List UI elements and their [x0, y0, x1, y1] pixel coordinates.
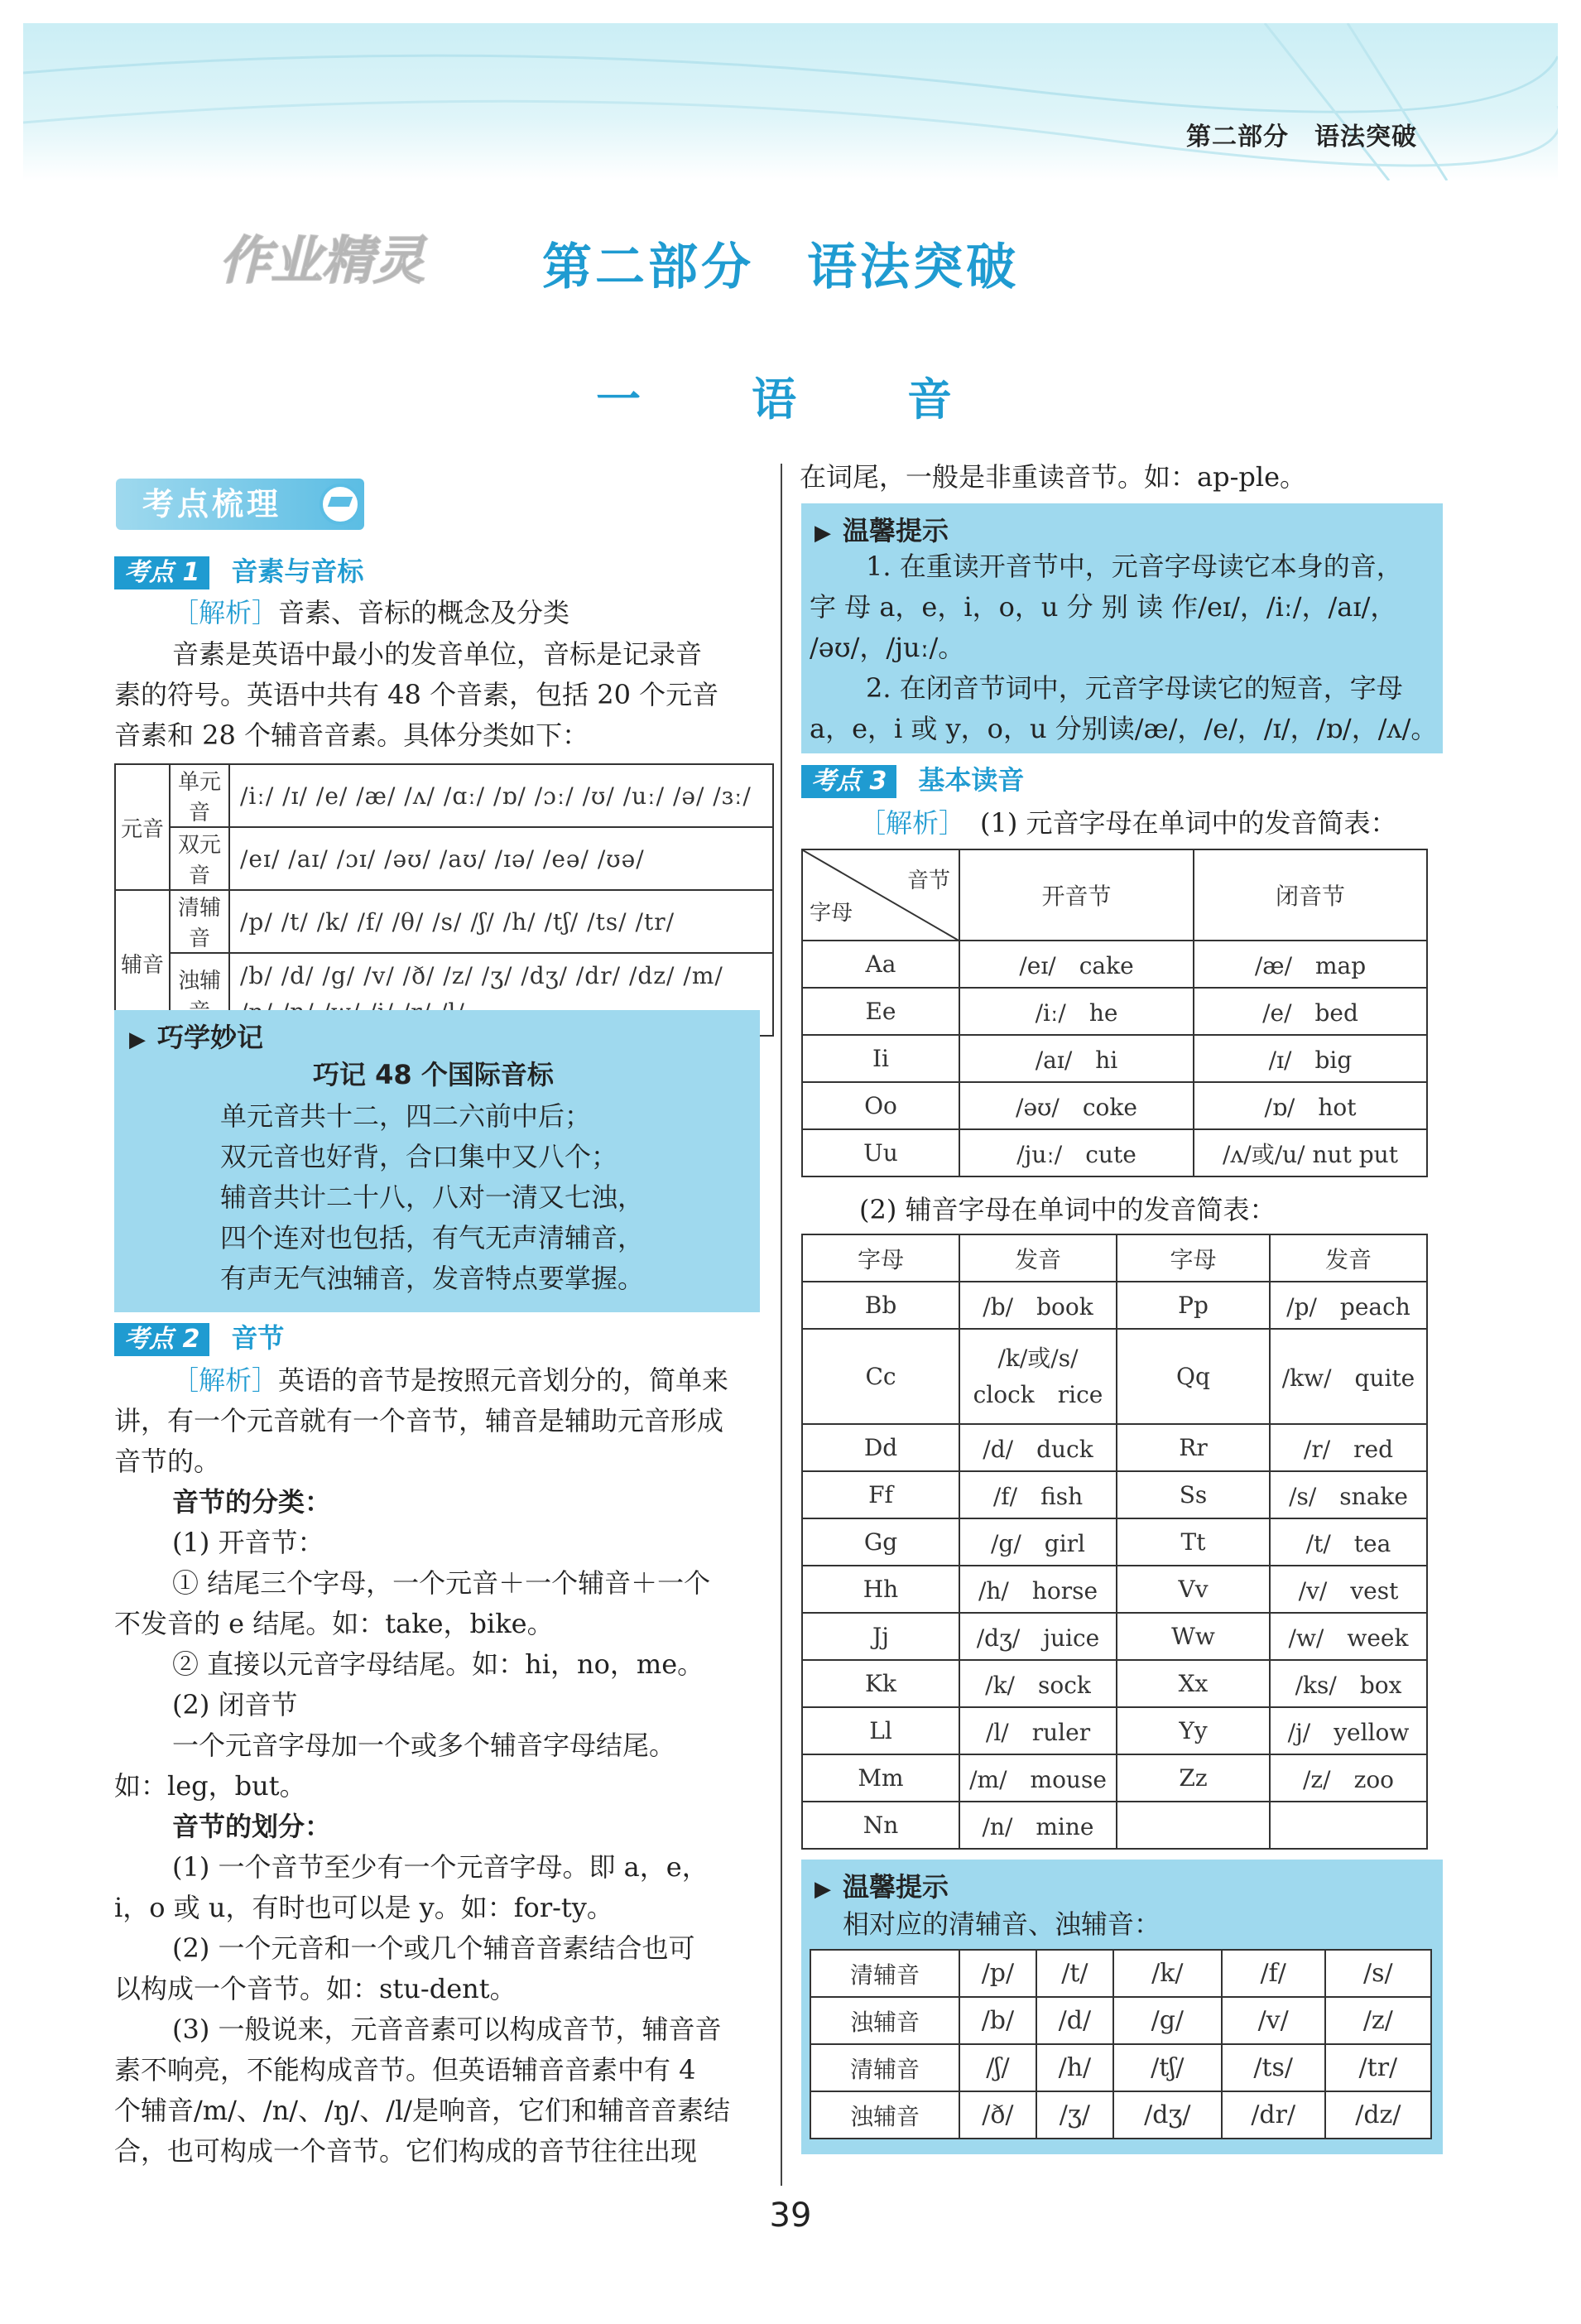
column-divider [781, 464, 782, 2186]
division-line: (2) 一个元音和一个或几个辅音音素结合也可 [172, 1932, 695, 1964]
sound: /j/ yellow [1270, 1707, 1427, 1754]
table-row [802, 941, 1427, 988]
row-label: 双元音 [170, 827, 229, 890]
mnemonic-line: 四个连对也包括，有气无声清辅音， [220, 1222, 645, 1253]
analysis-text: 英语的音节是按照元音划分的，简单来 [278, 1364, 729, 1396]
phoneme-table [114, 763, 774, 1037]
letter: Nn [802, 1802, 959, 1849]
cell: /v/ [1222, 1997, 1325, 2044]
cell: /s/ [1325, 1950, 1431, 1997]
sound: /r/ red [1270, 1424, 1427, 1471]
sound-words: clock rice [973, 1380, 1103, 1408]
sound [959, 1329, 1117, 1424]
division-line: 个辅音/m/、/n/、/ŋ/、/l/是响音，它们和辅音音素结 [114, 2095, 731, 2126]
table-row [802, 988, 1427, 1035]
analysis-text: 音素、音标的概念及分类 [278, 597, 570, 628]
sound: /f/ fish [959, 1471, 1117, 1518]
open-syllable-line: ② 直接以元音字母结尾。如：hi，no，me。 [172, 1648, 704, 1680]
table-row [810, 1950, 1431, 1997]
tip-box-1 [801, 503, 1443, 753]
tip-box-2 [801, 1860, 1443, 2154]
letter: Ss [1117, 1471, 1270, 1518]
analysis-text: (1) 元音字母在单词中的发音简表： [980, 807, 1397, 839]
table-row [802, 1424, 1427, 1471]
letter: Yy [1117, 1707, 1270, 1754]
section-badge-label: 考点梳理 [142, 486, 282, 522]
letter: Tt [1117, 1518, 1270, 1566]
analysis-bracket: ［解析］ [172, 597, 279, 628]
table-row [810, 1997, 1431, 2044]
cell: /ʃ/ [959, 2044, 1036, 2091]
letter: Xx [1117, 1660, 1270, 1707]
vowel-category: 元音 [115, 764, 170, 890]
corner-cell [802, 849, 959, 941]
row-label: 清辅音 [810, 1950, 959, 1997]
header-decoration [23, 23, 1558, 180]
table-row [802, 1566, 1427, 1613]
sound: /k/ sock [959, 1660, 1117, 1707]
division-line: 素不响亮，不能构成音节。但英语辅音音素中有 4 [114, 2054, 696, 2086]
symbols: /iː/ /ɪ/ /e/ /æ/ /ʌ/ /ɑː/ /ɒ/ /ɔː/ /ʊ/ /uː/ /ə/ /ɜː/ [229, 764, 773, 827]
cell: /z/ [1325, 1997, 1431, 2044]
consonant-category: 辅音 [115, 890, 170, 1036]
tip-subtitle: 相对应的清辅音、浊辅音： [843, 1908, 1161, 1940]
right-top-line: 在词尾，一般是非重读音节。如：ap-ple。 [800, 461, 1307, 493]
table-row [802, 1282, 1427, 1329]
letter: Kk [802, 1660, 959, 1707]
keypoint-title: 音节 [231, 1322, 285, 1354]
open-syllable-line: ① 结尾三个字母，一个元音＋一个辅音＋一个 [172, 1567, 711, 1599]
kp1-para-line: 音素是英语中最小的发音单位，音标是记录音 [172, 638, 703, 670]
sound: /g/ girl [959, 1518, 1117, 1566]
table-row [802, 1129, 1427, 1176]
keypoint-1-header [114, 555, 363, 588]
syllable-class-head: 音节的分类： [172, 1486, 332, 1518]
sound: /z/ zoo [1270, 1754, 1427, 1802]
kp3-line: (2) 辅音字母在单词中的发音简表： [859, 1194, 1276, 1225]
letter: Ii [802, 1035, 959, 1082]
syllable-division-head: 音节的划分： [172, 1811, 332, 1842]
cell: /t/ [1036, 1950, 1113, 1997]
letter: Cc [802, 1329, 959, 1424]
cell: /h/ [1036, 2044, 1113, 2091]
open-sound: /aɪ/ hi [959, 1035, 1194, 1082]
mnemonic-box [114, 1010, 760, 1312]
corner-top: 音节 [906, 868, 950, 893]
open-sound: /eɪ/ cake [959, 941, 1194, 988]
division-line: i，o 或 u，有时也可以是 y。如：for-ty。 [114, 1892, 613, 1923]
tip-line: 1. 在重读开音节中，元音字母读它本身的音， [866, 551, 1403, 582]
closed-syllable-line: 一个元音字母加一个或多个辅音字母结尾。 [172, 1730, 676, 1761]
closed-sound: /e/ bed [1194, 988, 1427, 1035]
row-label: 清辅音 [810, 2044, 959, 2091]
col-header: 发音 [959, 1234, 1117, 1282]
letter: Gg [802, 1518, 959, 1566]
open-sound: /iː/ he [959, 988, 1194, 1035]
kp1-para-line: 音素和 28 个辅音音素。具体分类如下： [114, 719, 589, 751]
cell: /f/ [1222, 1950, 1325, 1997]
kp3-line [859, 803, 1397, 844]
division-line: 合，也可构成一个音节。它们构成的音节往往出现 [114, 2135, 698, 2167]
table-row [802, 1802, 1427, 1849]
closed-sound: /ɪ/ big [1194, 1035, 1427, 1082]
kp2-intro-line [172, 1360, 728, 1401]
letter: Vv [1117, 1566, 1270, 1613]
col-header: 开音节 [959, 849, 1194, 941]
sound: /p/ peach [1270, 1282, 1427, 1329]
mnemonic-line: 单元音共十二，四二六前中后； [220, 1100, 592, 1132]
letter: Dd [802, 1424, 959, 1471]
letter: Rr [1117, 1424, 1270, 1471]
cell: /ʒ/ [1036, 2091, 1113, 2139]
open-syllable-line: 不发音的 e 结尾。如：take，bike。 [114, 1608, 554, 1639]
kp1-analysis-line [172, 593, 569, 633]
sound: /l/ ruler [959, 1707, 1117, 1754]
table-row [802, 1518, 1427, 1566]
sound [1270, 1802, 1427, 1849]
sound: /ks/ box [1270, 1660, 1427, 1707]
mnemonic-title: 巧记 48 个国际音标 [313, 1059, 554, 1090]
division-line: 以构成一个音节。如：stu-dent。 [114, 1973, 517, 2004]
section-badge [116, 479, 364, 530]
sound: /t/ tea [1270, 1518, 1427, 1566]
chapter-title: 一 语 音 [596, 373, 985, 426]
symbols: /p/ /t/ /k/ /f/ /θ/ /s/ /ʃ/ /h/ /tʃ/ /ts/ /tr/ [229, 890, 773, 953]
closed-sound: /ɒ/ hot [1194, 1082, 1427, 1129]
keypoint-title: 音素与音标 [231, 556, 364, 587]
keypoint-3-header [801, 763, 1024, 796]
sound: /kw/ quite [1270, 1329, 1427, 1424]
tip-line: 2. 在闭音节词中，元音字母读它的短音，字母 [866, 672, 1403, 704]
sound: /n/ mine [959, 1802, 1117, 1849]
cell: /dz/ [1325, 2091, 1431, 2139]
open-sound: /əʊ/ coke [959, 1082, 1194, 1129]
letter: Zz [1117, 1754, 1270, 1802]
symbols-line: /b/ /d/ /g/ /v/ /ð/ /z/ /ʒ/ /dʒ/ /dr/ /dz/ /m/ [240, 962, 723, 989]
letter: Bb [802, 1282, 959, 1329]
row-label: 清辅音 [170, 890, 229, 953]
col-header: 闭音节 [1194, 849, 1427, 941]
letter: Oo [802, 1082, 959, 1129]
closed-syllable-head: (2) 闭音节 [172, 1689, 298, 1720]
analysis-bracket: ［解析］ [859, 807, 966, 839]
col-header: 发音 [1270, 1234, 1427, 1282]
letter: Aa [802, 941, 959, 988]
letter: Ee [802, 988, 959, 1035]
table-row [810, 2044, 1431, 2091]
sound: /v/ vest [1270, 1566, 1427, 1613]
sound: /m/ mouse [959, 1754, 1117, 1802]
cell: /tr/ [1325, 2044, 1431, 2091]
vowel-pronunciation-table [801, 849, 1428, 1177]
corner-bottom: 字母 [810, 901, 853, 926]
sound: /h/ horse [959, 1566, 1117, 1613]
letter: Uu [802, 1129, 959, 1176]
cell: /dʒ/ [1113, 2091, 1222, 2139]
table-row [802, 1471, 1427, 1518]
cell: /k/ [1113, 1950, 1222, 1997]
graduation-cap-icon [320, 484, 361, 525]
table-row [802, 1329, 1427, 1424]
cell: /g/ [1113, 1997, 1222, 2044]
tip-line: a，e，i 或 y，o，u 分别读/æ/，/e/，/ɪ/，/ɒ/，/ʌ/。 [810, 713, 1438, 744]
cell: /tʃ/ [1113, 2044, 1222, 2091]
tip-line: 字 母 a，e，i，o，u 分 别 读 作/eɪ/，/iː/，/aɪ/， [810, 591, 1397, 623]
open-syllable-head: (1) 开音节： [172, 1527, 324, 1558]
table-row [802, 1613, 1427, 1660]
letter: Mm [802, 1754, 959, 1802]
division-line: (3) 一般说来，元音音素可以构成音节，辅音音 [172, 2014, 722, 2045]
letter: Ll [802, 1707, 959, 1754]
keypoint-2-header [114, 1321, 284, 1354]
table-row [802, 1035, 1427, 1082]
keypoint-title: 基本读音 [918, 764, 1025, 796]
watermark: 作业精灵 [219, 230, 425, 291]
letter [1117, 1802, 1270, 1849]
row-label: 浊辅音 [810, 2091, 959, 2139]
consonant-pronunciation-table [801, 1234, 1428, 1850]
header-section-label: 第二部分 语法突破 [1186, 123, 1417, 152]
col-header: 字母 [1117, 1234, 1270, 1282]
keypoint-tag: 考点 2 [114, 1323, 209, 1356]
row-label: 浊辅 [170, 953, 229, 1036]
table-row [810, 2091, 1431, 2139]
sound: /w/ week [1270, 1613, 1427, 1660]
table-row [802, 1707, 1427, 1754]
sound: /s/ snake [1270, 1471, 1427, 1518]
sound: /b/ book [959, 1282, 1117, 1329]
voiced-voiceless-table [810, 1949, 1432, 2139]
cell: /p/ [959, 1950, 1036, 1997]
letter: Jj [802, 1613, 959, 1660]
page-number: 39 [769, 2196, 812, 2235]
mnemonic-line: 辅音共计二十八，八对一清又七浊， [220, 1181, 645, 1213]
cell: /d/ [1036, 1997, 1113, 2044]
col-header: 字母 [802, 1234, 959, 1282]
mnemonic-line: 双元音也好背，合口集中又八个； [220, 1141, 618, 1172]
keypoint-tag: 考点 1 [114, 556, 209, 589]
row-label: 单元音 [170, 764, 229, 827]
kp2-intro-line: 讲，有一个元音就有一个音节，辅音是辅助元音形成 [114, 1405, 724, 1436]
cell: /b/ [959, 1997, 1036, 2044]
part-title: 第二部分 语法突破 [542, 238, 1019, 296]
letter: Qq [1117, 1329, 1270, 1424]
open-sound: /juː/ cute [959, 1129, 1194, 1176]
mnemonic-head: ▶ 巧学妙记 [129, 1017, 263, 1055]
header-band [23, 23, 1558, 180]
mnemonic-line: 有声无气浊辅音，发音特点要掌握。 [220, 1263, 645, 1294]
table-row [802, 1660, 1427, 1707]
table-row [802, 1754, 1427, 1802]
letter: Ff [802, 1471, 959, 1518]
symbols: /eɪ/ /aɪ/ /ɔɪ/ /əʊ/ /aʊ/ /ɪə/ /eə/ /ʊə/ [229, 827, 773, 890]
kp1-para-line: 素的符号。英语中共有 48 个音素，包括 20 个元音 [114, 679, 719, 710]
cell: /ð/ [959, 2091, 1036, 2139]
tip-head: ▶ 温馨提示 [815, 1866, 949, 1904]
letter: Pp [1117, 1282, 1270, 1329]
closed-sound: /æ/ map [1194, 941, 1427, 988]
sound: /d/ duck [959, 1424, 1117, 1471]
kp2-intro-line: 音节的。 [114, 1446, 221, 1477]
tip-head: ▶ 温馨提示 [815, 510, 949, 548]
sound-symbol: /k/或/s/ [997, 1344, 1079, 1372]
cell: /ts/ [1222, 2044, 1325, 2091]
closed-syllable-line: 如：leg，but。 [114, 1770, 306, 1802]
table-row [802, 1082, 1427, 1129]
division-line: (1) 一个音节至少有一个元音字母。即 a，e， [172, 1851, 709, 1883]
closed-sound: /ʌ/或/u/ nut put [1194, 1129, 1427, 1176]
analysis-bracket: ［解析］ [172, 1364, 279, 1396]
row-label: 浊辅音 [810, 1997, 959, 2044]
keypoint-tag: 考点 3 [801, 765, 896, 798]
letter: Ww [1117, 1613, 1270, 1660]
sound: /dʒ/ juice [959, 1613, 1117, 1660]
cell: /dr/ [1222, 2091, 1325, 2139]
letter: Hh [802, 1566, 959, 1613]
tip-line: /əʊ/，/juː/。 [810, 632, 965, 663]
